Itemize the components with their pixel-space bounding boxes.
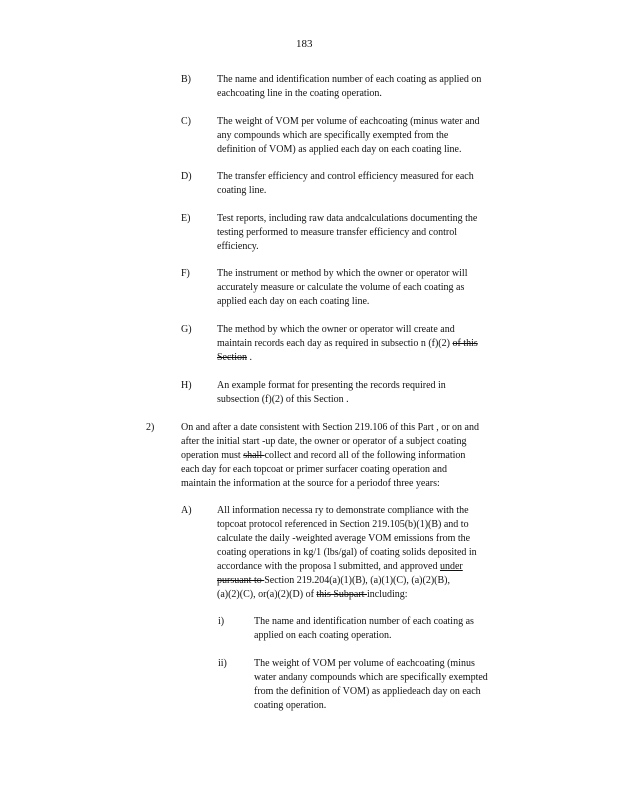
text-line: coating line.: [217, 185, 267, 196]
item-label: C): [181, 116, 191, 127]
text-line: water andany compounds which are specifically exempted: [254, 672, 488, 683]
text-run: maintain records each day as required in subsectio n (f)(2): [217, 338, 453, 349]
text-line: The instrument or method by which the owner or operator will: [217, 268, 468, 279]
text-line: each day for each topcoat or primer surfacer coating operation and: [181, 464, 447, 475]
text-run: (a)(2)(C), or(a)(2)(D): [217, 589, 306, 600]
text-line: topcoat protocol referenced in Section 219.105(b)(1)(B) and to: [217, 519, 469, 530]
item-text: [217, 115, 533, 157]
item-label: B): [181, 74, 191, 85]
text-line: The method by which the owner or operator will create and: [217, 324, 455, 335]
text-line: The weight of VOM per volume of eachcoating (minus: [254, 658, 475, 669]
item-text: [217, 170, 533, 198]
item-label: E): [181, 213, 191, 224]
text-line: definition of VOM) as applied each day on each coating line.: [217, 144, 462, 155]
text-line: [181, 449, 537, 463]
text-run: accordance with the proposa l submitted, and approved: [217, 561, 440, 572]
struck-text: pursuant to: [217, 575, 265, 586]
text-line: calculate the daily -weighted average VOM emissions from the: [217, 533, 471, 544]
text-line: An example format for presenting the records required in: [217, 380, 446, 391]
text-line: [217, 560, 533, 574]
text-run: Section 219.204(a)(1)(B), (a)(1)(C), (a)(2)(B),: [264, 575, 450, 586]
text-line: after the initial start -up date, the owner or operator of a subject coating: [181, 436, 467, 447]
item-label: G): [181, 324, 192, 335]
item-text: [217, 379, 533, 407]
text-run: collect and record all of the following information: [264, 450, 466, 461]
text-line: Test reports, including raw data andcalculations documenting the: [217, 213, 478, 224]
text-line: The name and identification number of each coating as: [254, 616, 474, 627]
text-line: coating operations in kg/1 (lbs/gal) of coating solids deposited in: [217, 547, 477, 558]
item-label: 2): [146, 422, 155, 433]
text-line: The weight of VOM per volume of eachcoating (minus water and: [217, 116, 480, 127]
text-line: [217, 351, 533, 365]
text-line: from the definition of VOM) as appliedeach day on each: [254, 686, 481, 697]
item-label: i): [218, 616, 225, 627]
text-line: efficiency.: [217, 241, 259, 252]
item-label: ii): [218, 658, 227, 669]
text-line: The name and identification number of each coating as applied on: [217, 74, 482, 85]
struck-text: Section: [217, 352, 247, 363]
text-line: coating operation.: [254, 700, 327, 711]
struck-text: this Subpart: [316, 589, 367, 600]
text-line: testing performed to measure transfer efficiency and control: [217, 227, 457, 238]
struck-text: of this: [452, 338, 478, 349]
item-text: [181, 421, 537, 491]
item-label: A): [181, 505, 192, 516]
inserted-text: under: [439, 561, 463, 572]
text-line: applied each day on each coating line.: [217, 296, 370, 307]
text-line: applied on each coating operation.: [254, 630, 392, 641]
item-label: H): [181, 380, 192, 391]
text-run: .: [247, 352, 252, 363]
text-run: including:: [366, 589, 408, 600]
text-line: [217, 588, 533, 602]
item-text: [217, 212, 533, 254]
text-line: On and after a date consistent with Section 219.106 of this Part , or on and: [181, 422, 479, 433]
item-text: [217, 73, 533, 101]
text-line: maintain the information at the source for a periodof three years:: [181, 478, 440, 489]
text-line: accurately measure or calculate the volume of each coating as: [217, 282, 465, 293]
item-text: [217, 323, 533, 365]
text-line: subsection (f)(2) of this Section .: [217, 394, 349, 405]
page-number: 183: [296, 38, 313, 50]
text-line: [217, 337, 533, 351]
text-line: All information necessa ry to demonstrate compliance with the: [217, 505, 469, 516]
item-text: [217, 504, 533, 602]
struck-text: shall: [243, 450, 265, 461]
item-text: [217, 267, 533, 309]
text-line: The transfer efficiency and control efficiency measured for each: [217, 171, 474, 182]
text-run: operation must: [181, 450, 244, 461]
text-line: any compounds which are specifically exempted from the: [217, 130, 449, 141]
item-text: [254, 657, 526, 713]
item-label: D): [181, 171, 192, 182]
text-line: eachcoating line in the coating operation.: [217, 88, 382, 99]
item-label: F): [181, 268, 190, 279]
text-run: of: [305, 589, 317, 600]
text-line: [217, 574, 533, 588]
item-text: [254, 615, 526, 643]
